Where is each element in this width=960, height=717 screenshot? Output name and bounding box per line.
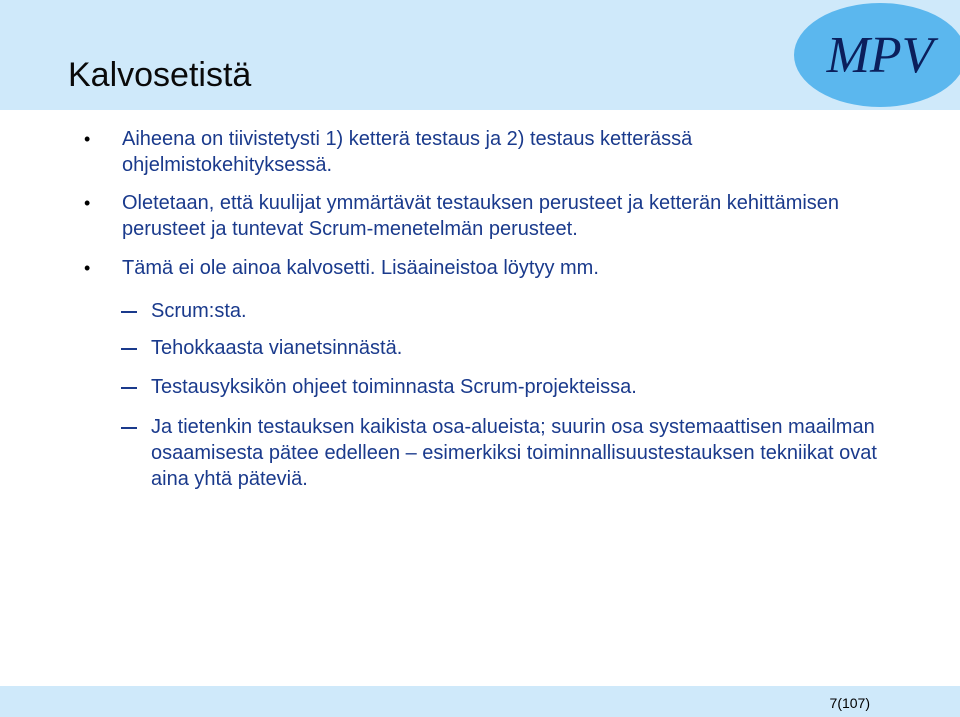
sub-text: Ja tietenkin testauksen kaikista osa-alueista; suurin osa systemaattisen maailman osaamisesta pätee edelleen – esimerkiksi toiminnallisuustestauksen tekniikat ovat aina yhtä päteviä. (151, 416, 877, 490)
sub-dash (121, 348, 137, 350)
sub-dash (121, 311, 137, 313)
bullet-item (84, 190, 902, 242)
bullet-text: Oletetaan, että kuulijat ymmärtävät testauksen perusteet ja ketterän kehittämisen perusteet ja tuntevat Scrum-menetelmän perusteet. (122, 192, 840, 240)
sub-text: Testausyksikön ohjeet toiminnasta Scrum-projekteissa. (151, 376, 637, 398)
logo-text: MPV (826, 27, 934, 84)
bullet-dot: • (84, 258, 91, 278)
bullet-dot: • (84, 129, 91, 149)
slide-footer (0, 686, 960, 717)
sub-text: Tehokkaasta vianetsinnästä. (151, 337, 403, 359)
sub-item (151, 335, 911, 361)
sub-item (151, 298, 911, 324)
sub-dash (121, 387, 137, 389)
bullet-text: Tämä ei ole ainoa kalvosetti. Lisäaineistoa löytyy mm. (122, 257, 599, 279)
sub-item (151, 374, 911, 400)
page-number: 7(107) (829, 695, 870, 711)
sub-dash (121, 427, 137, 429)
bullet-item (84, 126, 902, 178)
bullet-item (84, 255, 902, 281)
slide-title: Kalvosetistä (68, 56, 252, 94)
mpv-logo (788, 0, 960, 110)
bullet-dot: • (84, 193, 91, 213)
sub-text: Scrum:sta. (151, 300, 247, 322)
sub-item (151, 414, 911, 492)
bullet-text: Aiheena on tiivistetysti 1) ketterä testaus ja 2) testaus ketterässä ohjelmistokehityksessä. (122, 128, 693, 176)
